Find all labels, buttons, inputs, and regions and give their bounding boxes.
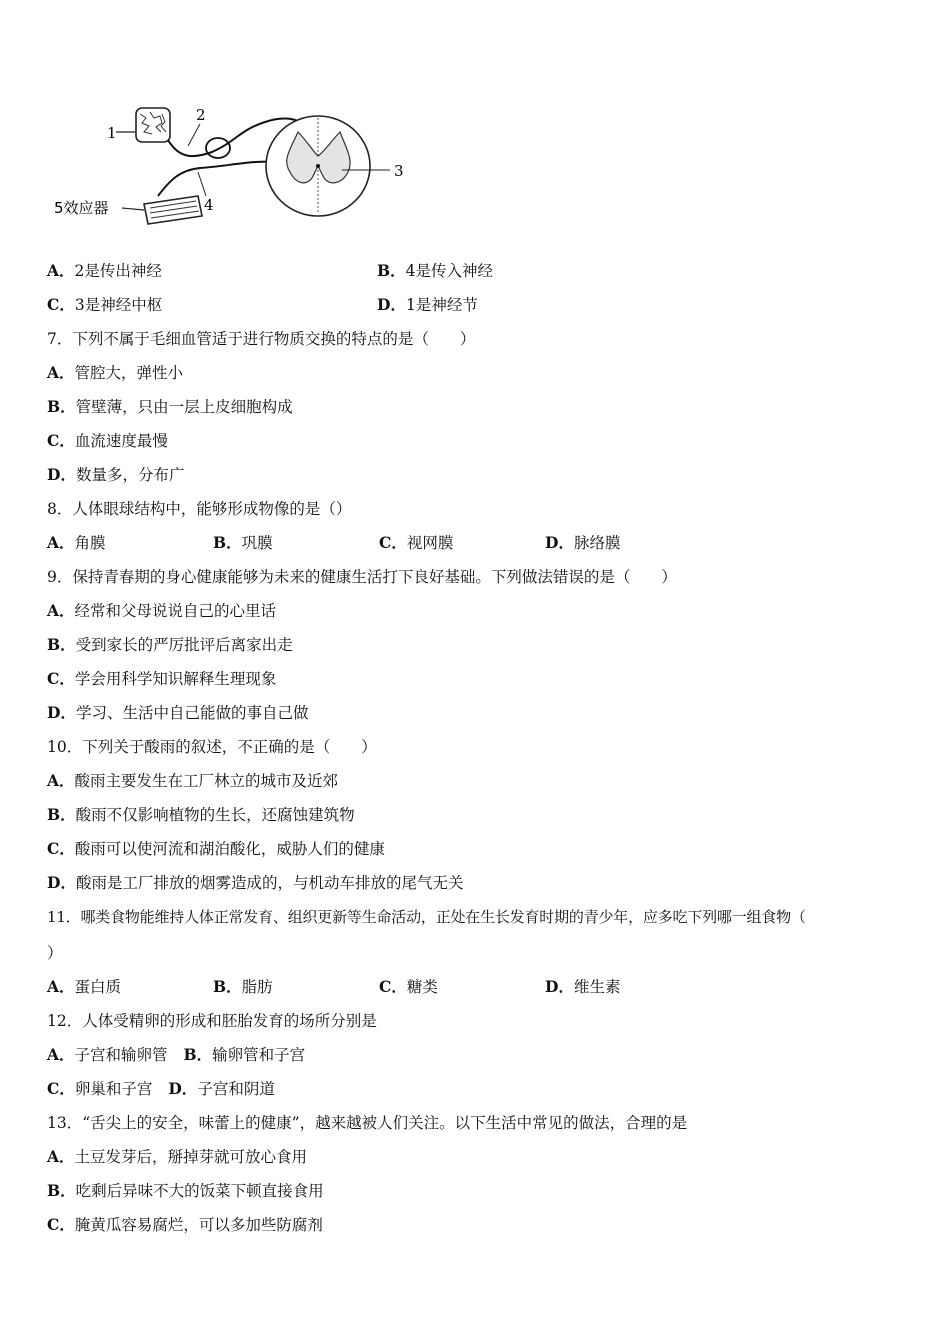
- q8-option-c[interactable]: C．视网膜: [379, 533, 454, 552]
- q6-option-b[interactable]: B．4是传入神经: [377, 261, 493, 280]
- effector-shape: [144, 196, 202, 224]
- q8-option-b[interactable]: B．巩膜: [213, 533, 273, 552]
- q13-stem: 13．“舌尖上的安全，味蕾上的健康”，越来越被人们关注。以下生活中常见的做法，合理的是: [47, 1114, 688, 1132]
- q12-option-d[interactable]: D．子宫和阴道: [168, 1079, 275, 1098]
- q13-option-b[interactable]: B．吃剩后异味不大的饭菜下顿直接食用: [47, 1181, 324, 1200]
- q11-option-b[interactable]: B．脂肪: [213, 977, 273, 996]
- q8-stem: 8．人体眼球结构中，能够形成物像的是（）: [47, 500, 352, 518]
- q6-options-row-2: [47, 295, 478, 315]
- q8-option-d[interactable]: D．脉络膜: [545, 533, 621, 552]
- label-5: 5效应器: [54, 199, 109, 217]
- q9-option-a[interactable]: A．经常和父母说说自己的心里话: [47, 601, 277, 620]
- q12-options-row-1: [47, 1045, 305, 1065]
- label-1: 1: [107, 124, 117, 142]
- q9-option-d[interactable]: D．学习、生活中自己能做的事自己做: [47, 703, 309, 722]
- q12-option-b[interactable]: B．输卵管和子宫: [183, 1045, 306, 1064]
- q10-stem: 10．下列关于酸雨的叙述，不正确的是（ ）: [47, 738, 377, 756]
- spinal-cord: [266, 116, 370, 216]
- q11-option-a[interactable]: A．蛋白质: [47, 977, 122, 996]
- q9-option-b[interactable]: B．受到家长的严厉批评后离家出走: [47, 635, 293, 654]
- q7-option-d[interactable]: D．数量多，分布广: [47, 465, 185, 484]
- q7-option-b[interactable]: B．管壁薄，只由一层上皮细胞构成: [47, 397, 293, 416]
- q11-stem-continued: ）: [47, 944, 63, 962]
- q9-stem: 9．保持青春期的身心健康能够为未来的健康生活打下良好基础。下列做法错误的是（ ）: [47, 568, 677, 586]
- q10-option-b[interactable]: B．酸雨不仅影响植物的生长，还腐蚀建筑物: [47, 805, 355, 824]
- q12-option-a[interactable]: A．子宫和输卵管: [47, 1045, 168, 1064]
- q12-stem: 12．人体受精卵的形成和胚胎发育的场所分别是: [47, 1012, 377, 1030]
- q13-option-c[interactable]: C．腌黄瓜容易腐烂，可以多加些防腐剂: [47, 1215, 323, 1234]
- q12-options-row-2: [47, 1079, 275, 1099]
- q6-option-d[interactable]: D．1是神经节: [377, 295, 478, 314]
- q6-options-row-1: [47, 261, 493, 281]
- q7-option-c[interactable]: C．血流速度最慢: [47, 431, 168, 450]
- label-2: 2: [196, 106, 206, 124]
- q13-option-a[interactable]: A．土豆发芽后，掰掉芽就可放心食用: [47, 1147, 308, 1166]
- q7-stem: 7．下列不属于毛细血管适于进行物质交换的特点的是（ ）: [47, 330, 476, 348]
- q10-option-d[interactable]: D．酸雨是工厂排放的烟雾造成的，与机动车排放的尾气无关: [47, 873, 464, 892]
- q7-option-a[interactable]: A．管腔大，弹性小: [47, 363, 184, 382]
- efferent-nerve: [158, 162, 280, 196]
- q8-options-row: [47, 533, 620, 553]
- q6-option-a[interactable]: A．2是传出神经: [47, 261, 162, 280]
- q9-option-c[interactable]: C．学会用科学知识解释生理现象: [47, 669, 277, 688]
- reflex-arc-diagram: [50, 100, 410, 245]
- label-4: 4: [204, 196, 214, 214]
- q8-option-a[interactable]: A．角膜: [47, 533, 106, 552]
- q10-option-a[interactable]: A．酸雨主要发生在工厂林立的城市及近郊: [47, 771, 339, 790]
- q11-option-d[interactable]: D．维生素: [545, 977, 621, 996]
- label-3: 3: [394, 162, 404, 180]
- q11-options-row: [47, 977, 620, 997]
- q11-stem: 11．哪类食物能维持人体正常发育、组织更新等生命活动，正处在生长发育时期的青少年，应多吃下列哪一组食物（: [47, 908, 806, 926]
- q6-option-c[interactable]: C．3是神经中枢: [47, 295, 163, 314]
- q11-option-c[interactable]: C．糖类: [379, 977, 438, 996]
- q10-option-c[interactable]: C．酸雨可以使河流和湖泊酸化，威胁人们的健康: [47, 839, 385, 858]
- receptor-shape: [136, 108, 170, 142]
- q12-option-c[interactable]: C．卵巢和子宫: [47, 1079, 153, 1098]
